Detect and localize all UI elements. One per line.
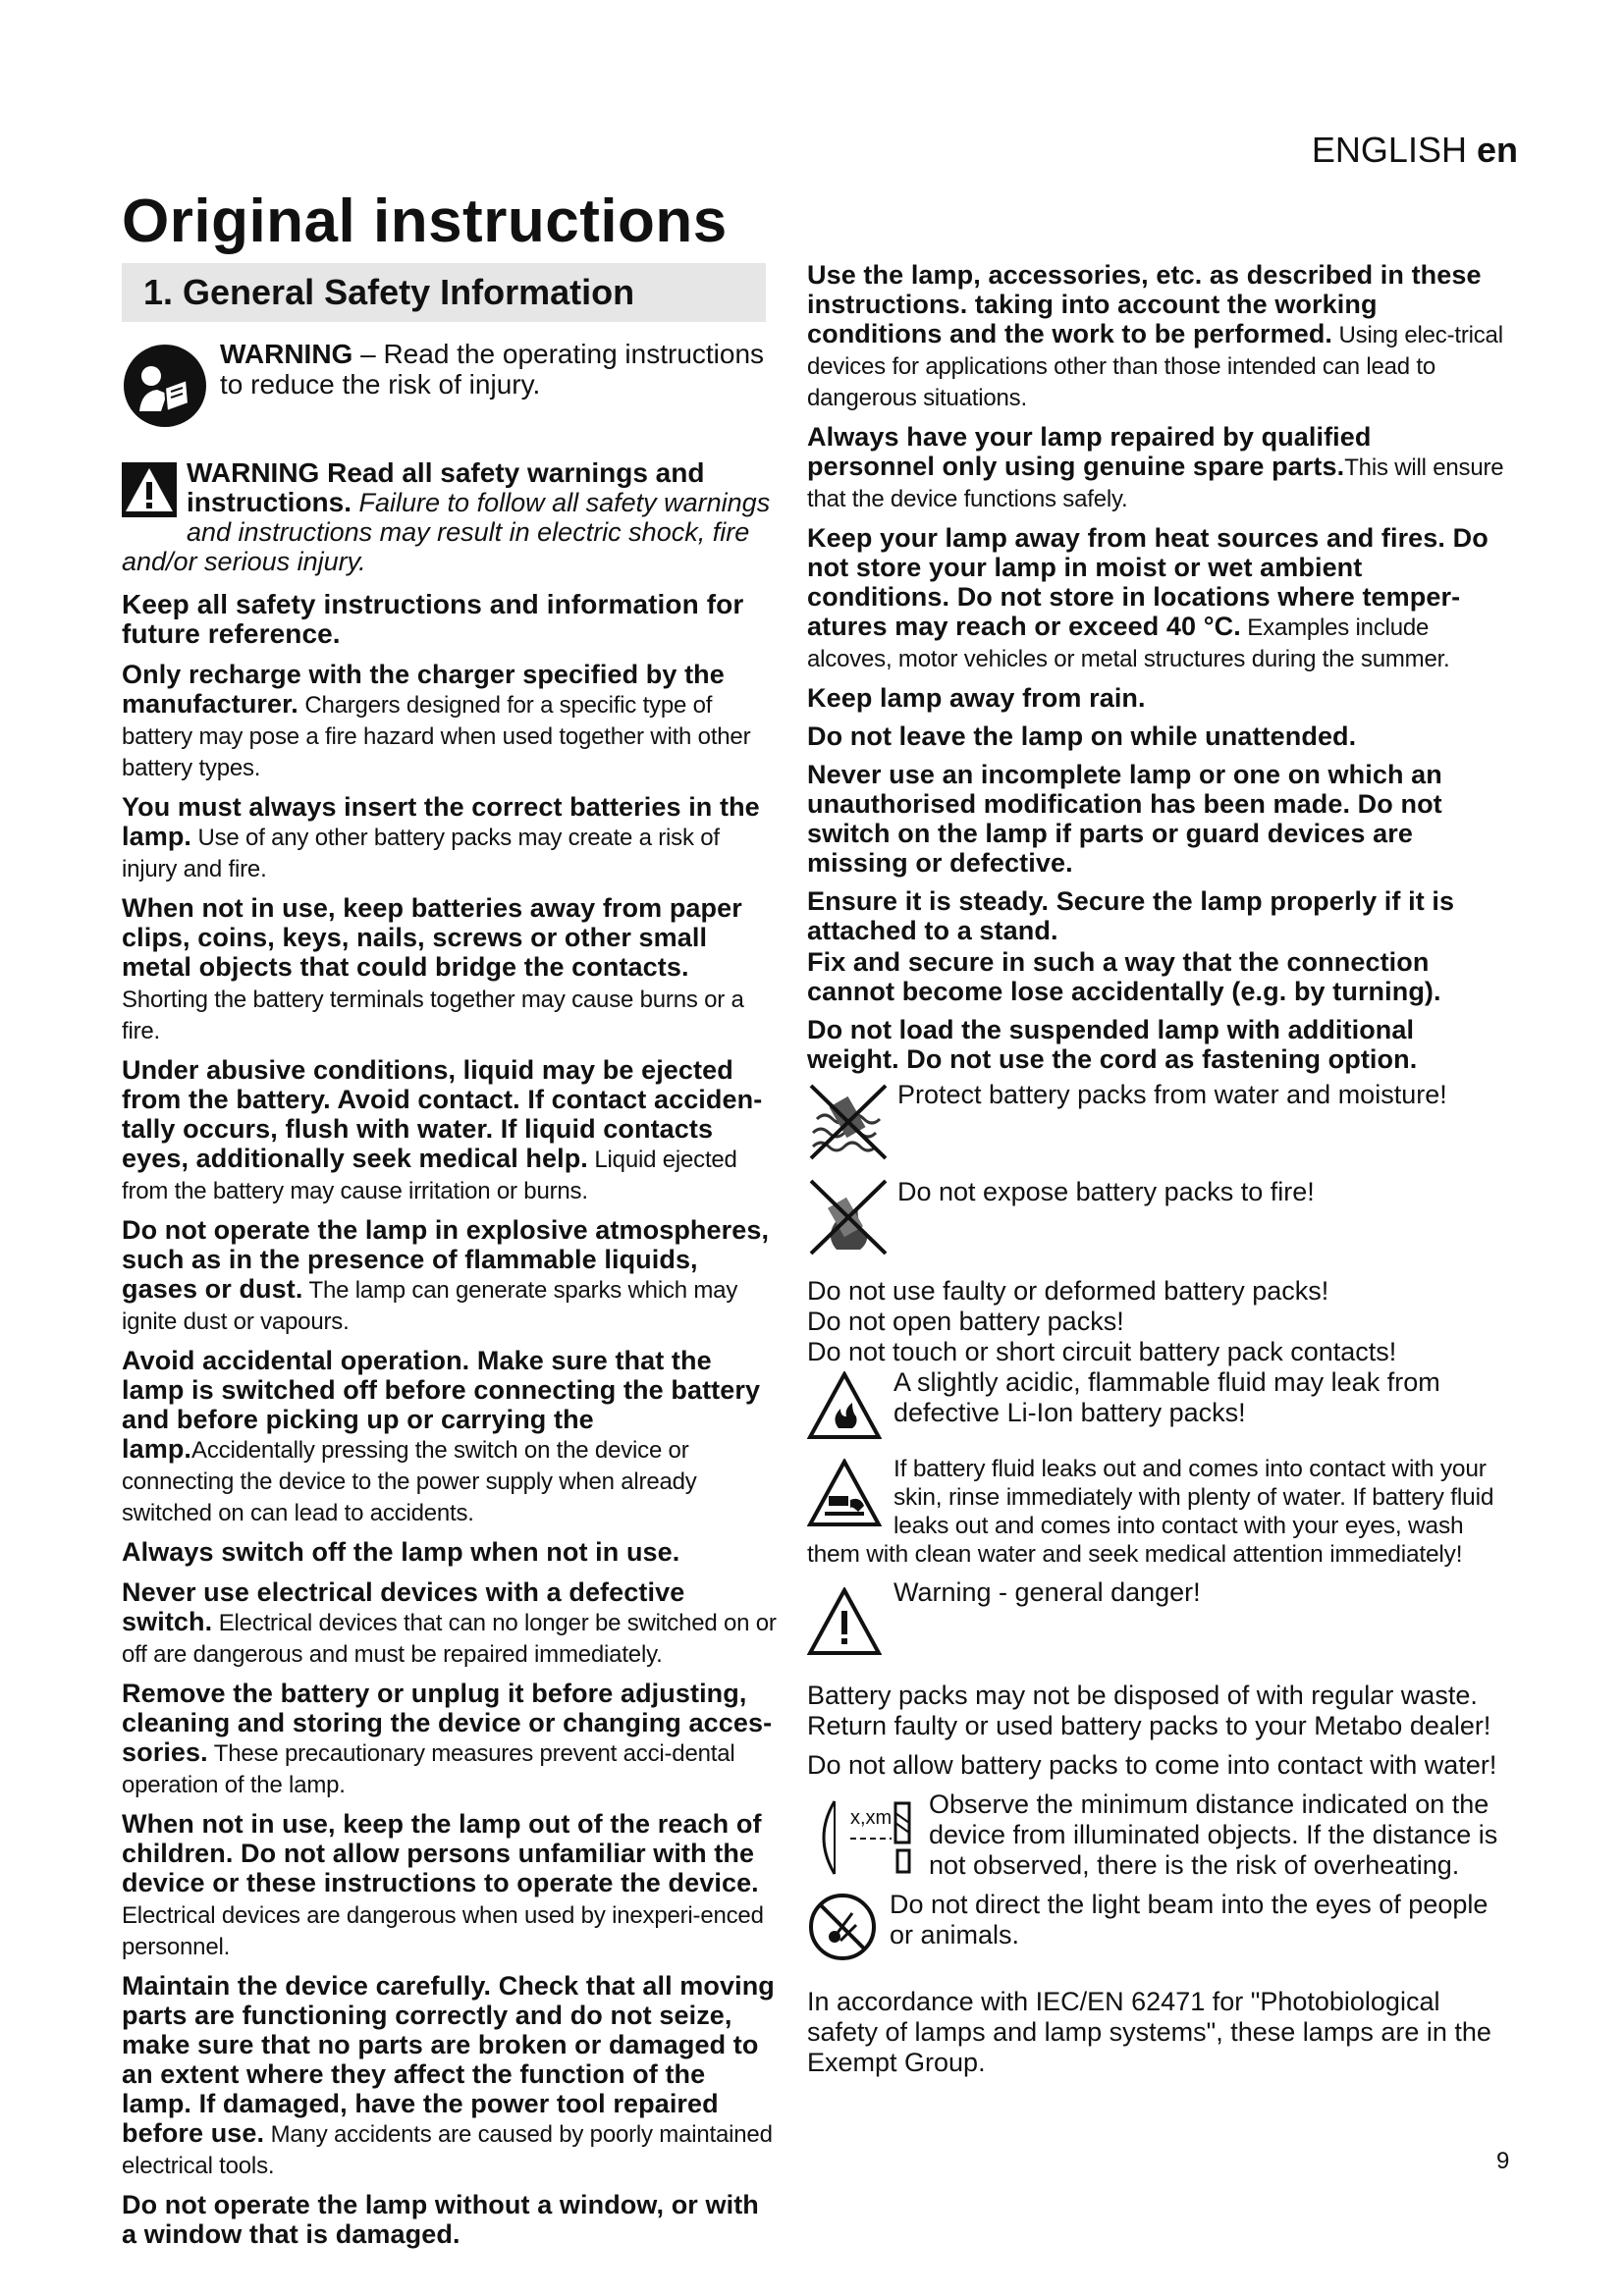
flammable-warning-icon [807, 1371, 882, 1447]
general-danger-text: Warning - general danger! [893, 1577, 1201, 1607]
manual-warning-bold: WARNING [220, 339, 353, 369]
safety-paragraph: Fix and secure in such a way that the connection cannot become lose accidentally (e.g. by turning). [807, 947, 1441, 1006]
no-water-contact-notice: Do not allow battery packs to come into contact with water! [807, 1750, 1497, 1780]
no-light-eyes-text: Do not direct the light beam into the eyes of people or animals. [890, 1890, 1489, 1949]
acid-fluid-text: A slightly acidic, flammable fluid may leak from defective Li-Ion battery packs! [893, 1367, 1440, 1427]
faulty-line: Do not use faulty or deformed battery packs! [807, 1276, 1329, 1306]
safety-paragraph: Do not load the suspended lamp with additional weight. Do not use the cord as fastening option. [807, 1015, 1418, 1074]
corrosive-warning-icon [807, 1459, 882, 1534]
page-number: 9 [1496, 2148, 1510, 2174]
safety-paragraph: Avoid accidental operation. Make sure that the lamp is switched off before connecting the battery and before picking up or carrying the lamp.Accidentally pressing the switch on the device or connecting the device to the power supply when already switched on can lead to accidents. [122, 1346, 761, 1526]
general-warning-italic: Failure to follow all safety warnings and instructions may result in electric shock, fire and/or serious injury. [122, 488, 771, 576]
safety-paragraph: Keep lamp away from rain. [807, 683, 1146, 713]
protect-water-text: Protect battery packs from water and moisture! [897, 1080, 1447, 1109]
warning-triangle-icon [122, 462, 177, 523]
no-fire-text: Do not expose battery packs to fire! [897, 1177, 1315, 1206]
safety-paragraph: Never use electrical devices with a defective switch. Electrical devices that can no longer be switched on or off are dangerous and must be repaired immediately. [122, 1577, 777, 1668]
safety-paragraph: Do not operate the lamp in explosive atmospheres, such as in the presence of flammable liquids, gases or dust. The lamp can generate sparks which may ignite dust or vapours. [122, 1215, 770, 1335]
iec-note: In accordance with IEC/EN 62471 for "Photobiological safety of lamps and lamp systems", these lamps are in the Exempt Group. [807, 1987, 1491, 2077]
safety-paragraph: When not in use, keep batteries away from paper clips, coins, keys, nails, screws or other small metal objects that could bridge the contacts. Shorting the battery terminals together may cause burns or a fire. [122, 893, 744, 1044]
safety-paragraph: Do not leave the lamp on while unattended. [807, 721, 1357, 751]
safety-paragraph: Only recharge with the charger specified by the manufacturer. Chargers designed for a specific type of battery may pose a fire hazard when used together with other battery types. [122, 660, 751, 781]
protect-water-notice [807, 1080, 1506, 1173]
fluid-contact-text: If battery fluid leaks out and comes into contact with your skin, rinse immediately with plenty of water. If battery fluid leaks out and comes into contact with your eyes, wash them with clean water and seek medical attention immediately! [807, 1456, 1494, 1568]
language-label [1312, 130, 1518, 171]
right-column [807, 260, 1506, 2087]
faulty-line: Do not open battery packs! [807, 1307, 1124, 1336]
disposal-notice: Battery packs may not be disposed of with regular waste. Return faulty or used battery packs to your Metabo dealer! [807, 1681, 1491, 1740]
safety-paragraph: Ensure it is steady. Secure the lamp properly if it is attached to a stand. [807, 886, 1455, 945]
general-warning-bold: WARNING Read all safety warnings and instructions. [187, 457, 705, 517]
safety-paragraph: Remove the battery or unplug it before adjusting, cleaning and storing the device or changing acces-sories. These precautionary measures prevent acci-dental operation of the lamp. [122, 1679, 773, 1798]
safety-paragraph: When not in use, keep the lamp out of the reach of children. Do not allow persons unfamiliar with the device or these instructions to operate the device. Electrical devices are dangerous when used by inexperi-enced personnel. [122, 1809, 764, 1960]
language-code: en [1476, 130, 1518, 170]
distance-icon-label: x,xm [850, 1807, 893, 1829]
min-distance-text: Observe the minimum distance indicated on the device from illuminated objects. If the distance is not observed, there is the risk of overheating. [929, 1789, 1498, 1880]
safety-paragraph: Keep your lamp away from heat sources and fires. Do not store your lamp in moist or wet ambient conditions. Do not store in locations where temper-atures may reach or exceed 40 °C. Examples include alcoves, motor vehicles or metal structures during the summer. [807, 523, 1489, 672]
safety-paragraph: Use the lamp, accessories, etc. as described in these instructions. taking into account the working conditions and the work to be performed. Using elec-trical devices for applications other than those intended can lead to dangerous situations. [807, 260, 1503, 411]
section-title: 1. General Safety Information [122, 263, 766, 322]
min-distance-icon [807, 1793, 917, 1882]
safety-paragraph: Never use an incomplete lamp or one on which an unauthorised modification has been made. Do not switch on the lamp if parts or guard devices are missing or defective. [807, 760, 1442, 878]
no-fire-icon [807, 1177, 892, 1266]
safety-paragraph: Do not operate the lamp without a window, or with a window that is damaged. [122, 2190, 759, 2249]
general-warning [122, 458, 778, 576]
min-distance-notice [807, 1789, 1506, 1881]
faulty-pack-warnings [807, 1276, 1506, 1367]
manual-warning-text: – Read the operating instructions to reduce the risk of injury. [220, 339, 765, 400]
faulty-line: Do not touch or short circuit battery pack contacts! [807, 1337, 1397, 1366]
general-danger-notice [807, 1577, 1506, 1663]
read-manual-icon [122, 343, 208, 435]
safety-paragraph [122, 590, 778, 651]
language-name: ENGLISH [1311, 130, 1467, 170]
acid-fluid-notice [807, 1367, 1506, 1447]
document-title: Original instructions [122, 187, 728, 255]
no-light-eyes-notice [807, 1890, 1506, 1969]
safety-paragraph: You must always insert the correct batteries in the lamp. Use of any other battery packs may create a risk of injury and fire. [122, 792, 760, 882]
left-column [122, 337, 778, 2260]
fluid-contact-notice [807, 1455, 1506, 1569]
safety-paragraph: Always switch off the lamp when not in use. [122, 1537, 680, 1567]
safety-paragraph: Under abusive conditions, liquid may be ejected from the battery. Avoid contact. If contact acciden-tally occurs, flush with water. If liquid contacts eyes, additionally seek medical help. Liquid ejected from the battery may cause irritation or burns. [122, 1055, 763, 1204]
general-danger-icon [807, 1587, 882, 1663]
no-water-icon [807, 1080, 892, 1171]
manual-warning [122, 337, 778, 437]
safety-paragraph: Always have your lamp repaired by qualified personnel only using genuine spare parts.This will ensure that the device functions safely. [807, 422, 1504, 512]
safety-paragraph: Maintain the device carefully. Check that all moving parts are functioning correctly and do not seize, make sure that no parts are broken or damaged to an extent where they affect the function of the lamp. If damaged, have the power tool repaired before use. Many accidents are caused by poorly maintained electrical tools. [122, 1971, 775, 2179]
no-eyes-icon [807, 1892, 878, 1969]
paragraph-bold: Keep all safety instructions and information for future reference. [122, 589, 744, 649]
no-fire-notice [807, 1177, 1506, 1268]
